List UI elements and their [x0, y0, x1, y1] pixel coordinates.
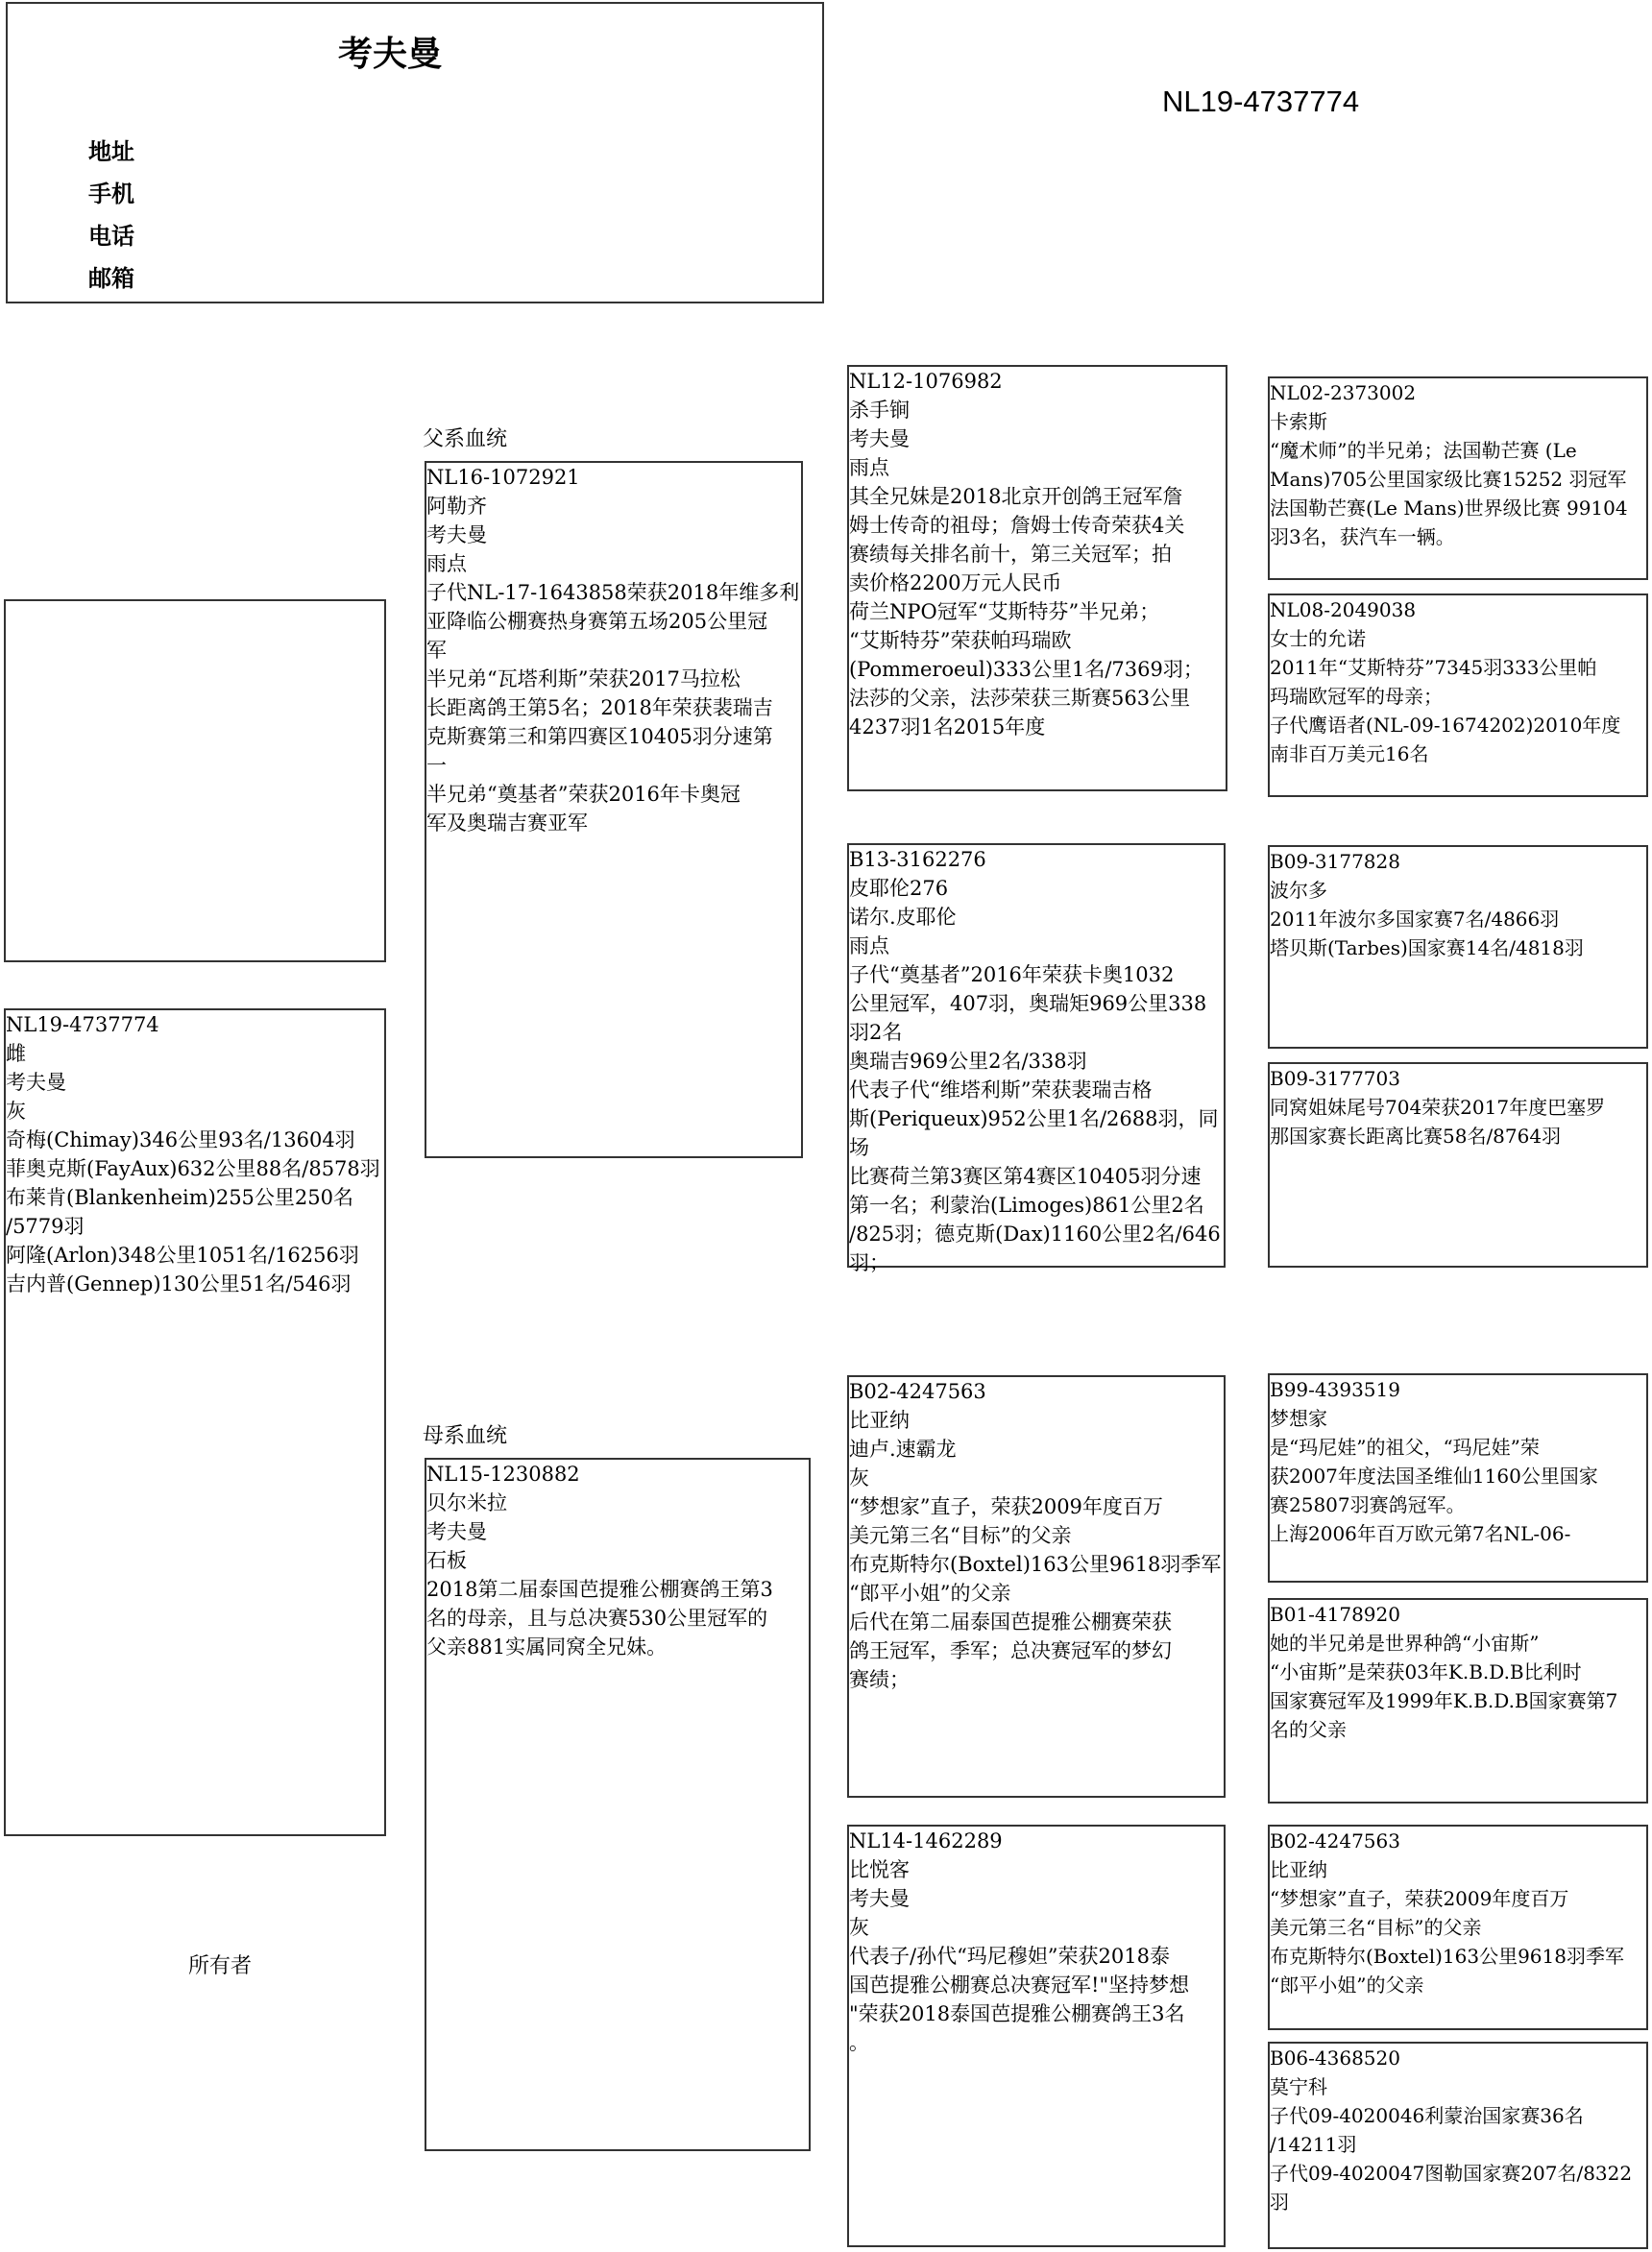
info-line: “梦想家”直子，荣获2009年度百万 — [849, 1495, 1163, 1518]
info-line: 塔贝斯(Tarbes)国家赛14名/4818羽 — [1270, 936, 1584, 959]
info-line: “小宙斯”是荣获03年K.B.D.B比利时 — [1270, 1660, 1582, 1683]
info-line: 羽2名 — [849, 1021, 903, 1044]
info-line: 贝尔米拉 — [426, 1491, 507, 1514]
info-line: 荷兰NPO冠军“艾斯特芬”半兄弟； — [849, 600, 1160, 623]
info-line: /5779羽 — [6, 1215, 85, 1238]
info-line: 子代“奠基者”2016年荣获卡奥1032 — [849, 963, 1175, 986]
dds-card — [1270, 1827, 1646, 1999]
dam-sire-card — [849, 1377, 1224, 1694]
info-line: 羽； — [849, 1251, 889, 1274]
info-line: 国家赛冠军及1999年K.B.D.B国家赛第7 — [1270, 1689, 1618, 1712]
subject-pigeon-card — [6, 1010, 384, 1298]
info-line: 2011年波尔多国家赛7名/4866羽 — [1270, 908, 1560, 931]
info-line: 上海2006年百万欧元第7名NL-06- — [1270, 1522, 1571, 1545]
info-line: 灰 — [849, 1466, 869, 1489]
info-line: 子代09-4020046利蒙治国家赛36名 — [1270, 2104, 1584, 2127]
info-line: 比亚纳 — [1270, 1858, 1327, 1881]
info-line: “魔术师”的半兄弟；法国勒芒赛 (Le — [1270, 439, 1577, 462]
sire-card — [426, 463, 801, 837]
contact-address: 地址 — [88, 138, 134, 165]
info-line: /14211羽 — [1270, 2133, 1357, 2156]
info-line: 赛绩； — [849, 1668, 910, 1691]
info-line: 考夫曼 — [849, 1887, 910, 1910]
info-line: 女士的允诺 — [1270, 627, 1366, 650]
sire-line-label: 父系血统 — [423, 427, 508, 451]
info-line: 获2007年度法国圣维仙1160公里国家 — [1270, 1465, 1598, 1488]
info-line: 灰 — [849, 1916, 869, 1939]
info-line: 美元第三名“目标”的父亲 — [849, 1524, 1072, 1547]
ring-number-line: B99-4393519 — [1270, 1378, 1400, 1401]
info-line: Mans)705公里国家级比赛15252 羽冠军 — [1270, 468, 1627, 491]
info-line: 皮耶伦276 — [849, 877, 949, 900]
info-line: 梦想家 — [1270, 1407, 1327, 1430]
info-line: 雌 — [6, 1042, 26, 1065]
info-line: 她的半兄弟是世界种鸽“小宙斯” — [1270, 1632, 1540, 1655]
info-line: 代表子代“维塔利斯”荣获裴瑞吉格 — [849, 1078, 1153, 1102]
ring-number-line: B06-4368520 — [1270, 2046, 1400, 2070]
ring-number-line: B01-4178920 — [1270, 1603, 1400, 1626]
info-line: 姆士传奇的祖母；詹姆士传奇荣获4关 — [849, 514, 1185, 537]
info-line: 菲奥克斯(FayAux)632公里88名/8578羽 — [6, 1157, 380, 1180]
info-line: 布莱肯(Blankenheim)255公里250名 — [6, 1186, 354, 1209]
info-line: 第一名；利蒙治(Limoges)861公里2名 — [849, 1194, 1204, 1217]
info-line: 羽3名，获汽车一辆。 — [1270, 525, 1455, 548]
info-line: 长距离鸽王第5名；2018年荣获裴瑞吉 — [426, 696, 773, 719]
info-line: 同窝姐妹尾号704荣获2017年度巴塞罗 — [1270, 1096, 1606, 1119]
info-line: “郎平小姐”的父亲 — [849, 1582, 1011, 1605]
ssd-card — [1270, 595, 1646, 768]
ring-number-line: NL12-1076982 — [849, 370, 1003, 393]
dam-line-label: 母系血统 — [423, 1424, 508, 1448]
info-line: 是“玛尼娃”的祖父，“玛尼娃”荣 — [1270, 1436, 1540, 1459]
info-line: 名的母亲，且与总决赛530公里冠军的 — [426, 1607, 768, 1630]
info-line: 雨点 — [849, 456, 889, 479]
ring-number-line: NL19-4737774 — [6, 1013, 159, 1036]
info-line: 国芭提雅公棚赛总决赛冠军!"坚持梦想 — [849, 1974, 1190, 1997]
info-line: 。 — [849, 2031, 869, 2054]
info-line: 2011年“艾斯特芬”7345羽333公里帕 — [1270, 656, 1597, 679]
photo-frame — [4, 599, 386, 962]
info-line: 诺尔.皮耶伦 — [849, 906, 957, 929]
ring-number-line: B09-3177703 — [1270, 1067, 1400, 1090]
info-line: /825羽；德克斯(Dax)1160公里2名/646 — [849, 1223, 1221, 1246]
info-line: 半兄弟“瓦塔利斯”荣获2017马拉松 — [426, 667, 741, 690]
info-line: 石板 — [426, 1549, 467, 1572]
info-line: 考夫曼 — [849, 427, 910, 450]
info-line: 吉内普(Gennep)130公里51名/546羽 — [6, 1272, 352, 1296]
sdd-card — [1270, 1064, 1646, 1150]
info-line: 比亚纳 — [849, 1409, 910, 1432]
ring-number-line: B13-3162276 — [849, 848, 986, 871]
info-line: 雨点 — [426, 552, 467, 575]
owner-label: 所有者 — [188, 1954, 253, 1978]
info-line: 奇梅(Chimay)346公里93名/13604羽 — [6, 1128, 355, 1151]
info-line: 子代鹰语者(NL-09-1674202)2010年度 — [1270, 714, 1621, 737]
info-line: 2018第二届泰国芭提雅公棚赛鸽王第3 — [426, 1578, 773, 1601]
info-line: 后代在第二届泰国芭提雅公棚赛荣获 — [849, 1610, 1172, 1634]
info-line: 法国勒芒赛(Le Mans)世界级比赛 99104 — [1270, 496, 1628, 520]
ring-number-line: B02-4247563 — [849, 1380, 986, 1403]
dsd-card — [1270, 1600, 1646, 1744]
info-line: 考夫曼 — [426, 523, 487, 546]
ddd-card — [1270, 2044, 1646, 2216]
info-line: 迪卢.速霸龙 — [849, 1438, 957, 1461]
info-line: "荣获2018泰国芭提雅公棚赛鸽王3名 — [849, 2002, 1185, 2025]
info-line: 半兄弟“奠基者”荣获2016年卡奥冠 — [426, 783, 741, 806]
info-line: 名的父亲 — [1270, 1718, 1347, 1741]
info-line: “郎平小姐”的父亲 — [1270, 1974, 1424, 1997]
info-line: 那国家赛长距离比赛58名/8764羽 — [1270, 1125, 1562, 1148]
info-line: 其全兄妹是2018北京开创鸽王冠军詹 — [849, 485, 1183, 508]
info-line: 杀手锏 — [849, 399, 910, 422]
info-line: 克斯赛第三和第四赛区10405羽分速第 — [426, 725, 773, 748]
dam-card — [426, 1460, 809, 1661]
ring-number-line: NL08-2049038 — [1270, 598, 1417, 621]
ring-number-line: NL16-1072921 — [426, 466, 580, 489]
info-line: 军 — [426, 639, 447, 662]
info-line: 雨点 — [849, 934, 889, 957]
ring-number-line: NL02-2373002 — [1270, 381, 1417, 404]
owner-name-title: 考夫曼 — [338, 35, 443, 74]
info-line: 子代NL-17-1643858荣获2018年维多利 — [426, 581, 800, 604]
info-line: 南非百万美元16名 — [1270, 742, 1429, 765]
info-line: 4237羽1名2015年度 — [849, 715, 1046, 739]
ring-number-line: NL15-1230882 — [426, 1463, 580, 1486]
info-line: 鸽王冠军，季军；总决赛冠军的梦幻 — [849, 1639, 1172, 1662]
ring-number: NL19-4737774 — [1162, 85, 1360, 118]
info-line: 卖价格2200万元人民币 — [849, 571, 1062, 594]
info-line: 法莎的父亲，法莎荣获三斯赛563公里 — [849, 687, 1191, 710]
info-line: 灰 — [6, 1100, 26, 1123]
info-line: 比赛荷兰第3赛区第4赛区10405羽分速 — [849, 1165, 1202, 1188]
dam-dam-card — [849, 1827, 1224, 2057]
info-line: 父亲881实属同窝全兄妹。 — [426, 1635, 668, 1659]
info-line: 比悦客 — [849, 1858, 910, 1881]
info-line: “艾斯特芬”荣获帕玛瑞欧 — [849, 629, 1072, 652]
ring-number-line: NL14-1462289 — [849, 1829, 1003, 1852]
info-line: 斯(Periqueux)952公里1名/2688羽，同场 — [849, 1107, 1219, 1159]
ring-number-line: B09-3177828 — [1270, 850, 1400, 873]
info-line: 卡索斯 — [1270, 410, 1327, 433]
contact-mobile: 手机 — [88, 181, 134, 207]
info-line: 子代09-4020047图勒国家赛207名/8322 — [1270, 2162, 1633, 2185]
sds-card — [1270, 847, 1646, 962]
info-line: 阿隆(Arlon)348公里1051名/16256羽 — [6, 1244, 359, 1267]
info-line: 玛瑞欧冠军的母亲； — [1270, 685, 1443, 708]
info-line: 布克斯特尔(Boxtel)163公里9618羽季军 — [1270, 1945, 1624, 1968]
dss-card — [1270, 1375, 1646, 1548]
info-line: 布克斯特尔(Boxtel)163公里9618羽季军 — [849, 1553, 1222, 1576]
info-line: (Pommeroeul)333公里1名/7369羽； — [849, 658, 1203, 681]
sss-card — [1270, 378, 1646, 551]
info-line: 一 — [426, 754, 447, 777]
info-line: 赛绩每关排名前十，第三关冠军；拍 — [849, 543, 1172, 566]
info-line: 考夫曼 — [6, 1071, 66, 1094]
info-line: 军及奥瑞吉赛亚军 — [426, 811, 588, 835]
info-line: 代表子/孙代“玛尼穆妲”荣获2018泰 — [849, 1945, 1170, 1968]
info-line: 波尔多 — [1270, 879, 1327, 902]
sire-sire-card — [849, 367, 1226, 741]
ring-number-line: B02-4247563 — [1270, 1829, 1400, 1852]
contact-phone: 电话 — [88, 223, 134, 250]
contact-email: 邮箱 — [88, 265, 134, 292]
sire-dam-card — [849, 845, 1224, 1277]
info-line: 赛25807羽赛鸽冠军。 — [1270, 1493, 1466, 1516]
info-line: 公里冠军，407羽，奥瑞矩969公里338 — [849, 992, 1207, 1015]
info-line: 奥瑞吉969公里2名/338羽 — [849, 1050, 1087, 1073]
info-line: 羽 — [1270, 2191, 1289, 2214]
info-line: “梦想家”直子，荣获2009年度百万 — [1270, 1887, 1569, 1910]
info-line: 美元第三名“目标”的父亲 — [1270, 1916, 1482, 1939]
info-line: 莫宁科 — [1270, 2075, 1327, 2098]
info-line: 亚降临公棚赛热身赛第五场205公里冠 — [426, 610, 768, 633]
info-line: 考夫曼 — [426, 1520, 487, 1543]
info-line: 阿勒齐 — [426, 495, 487, 518]
